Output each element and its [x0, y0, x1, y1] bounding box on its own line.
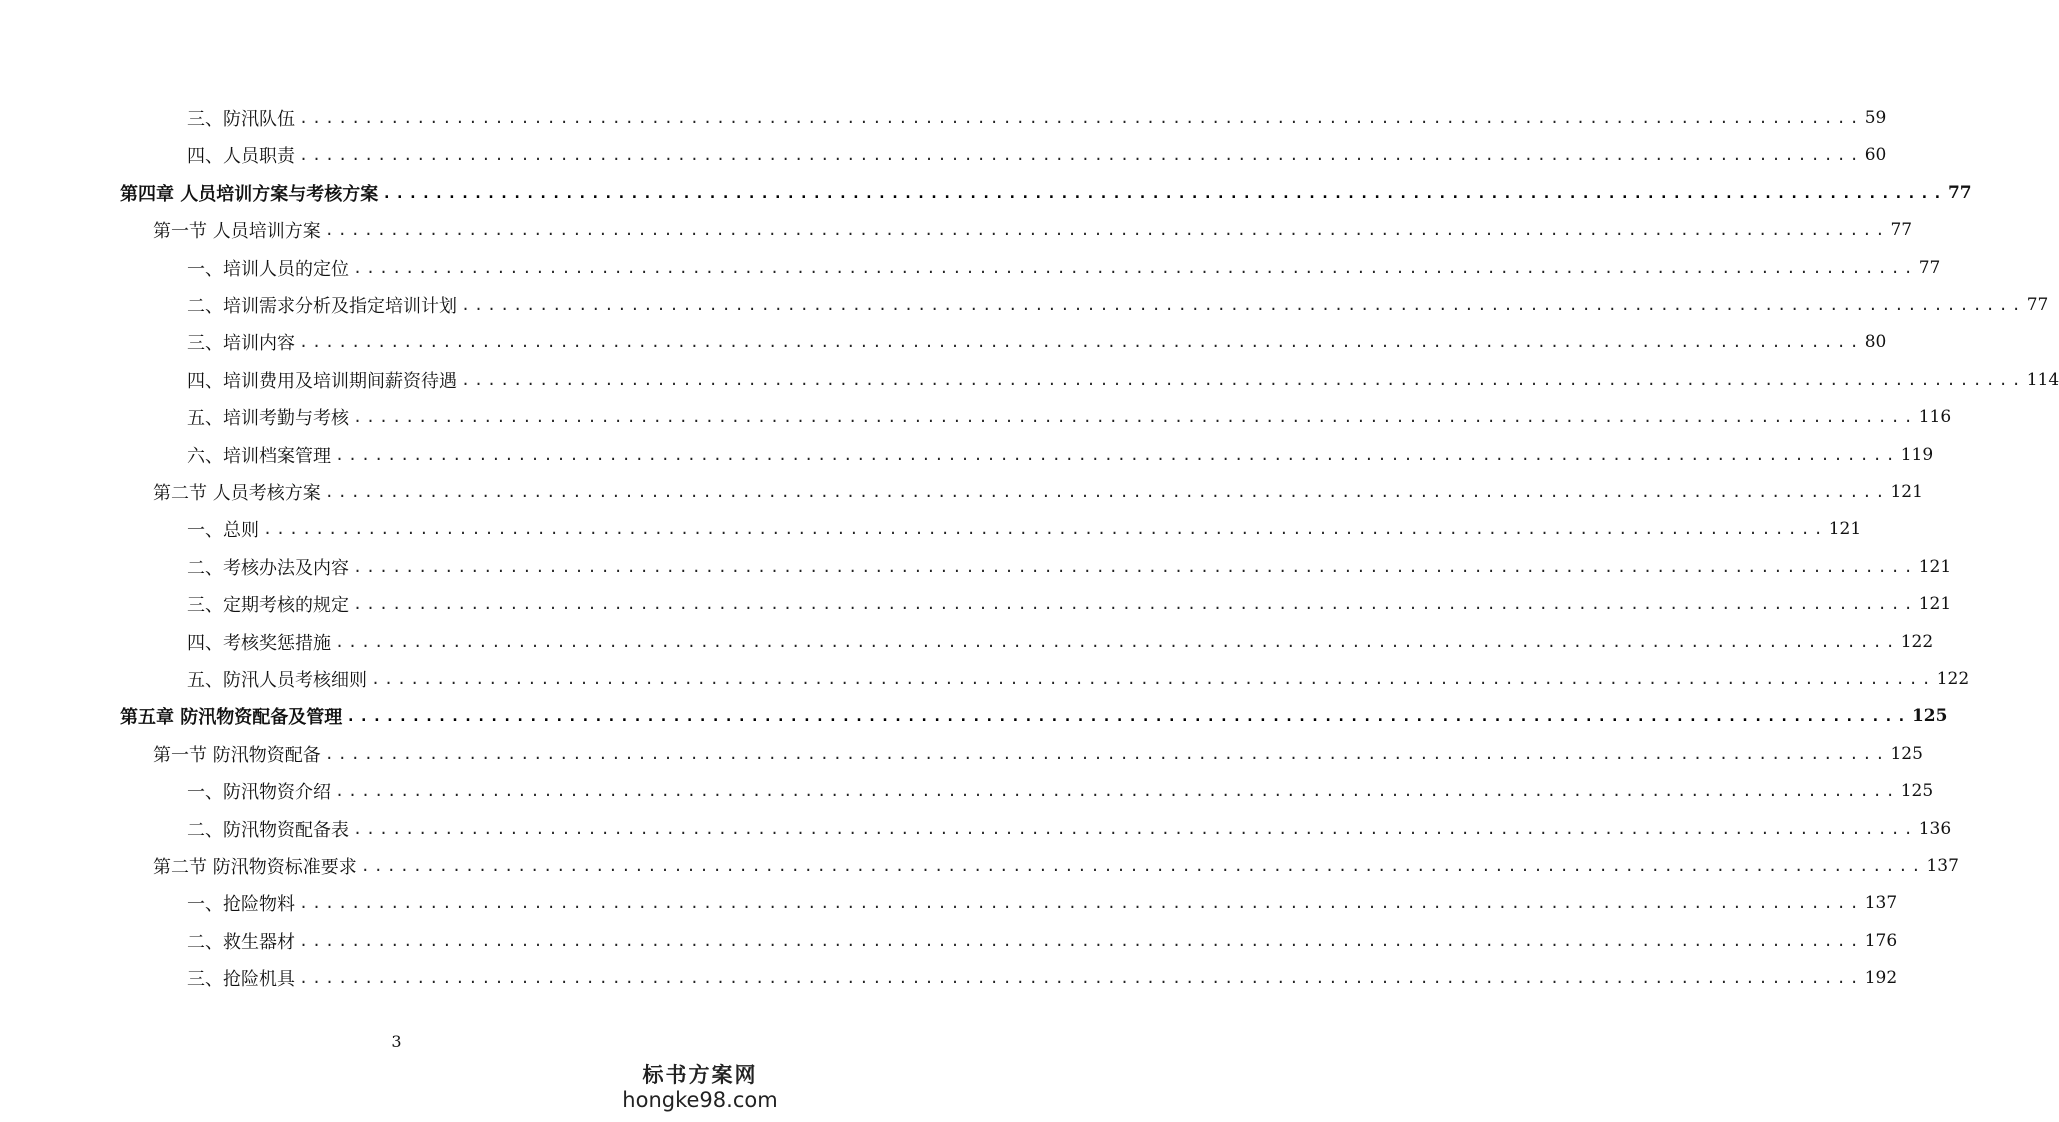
toc-entry-page: 77: [1890, 220, 1913, 241]
toc-entry-page: 121: [1828, 519, 1862, 540]
toc-entry-item: [0, 290, 2049, 320]
dot-leader: ........................................................................................................................: [299, 146, 1863, 165]
toc-entry-label: 一、防汛物资介绍: [187, 782, 331, 804]
toc-entry-label: 六、培训档案管理: [187, 445, 331, 467]
toc-entry-item: [0, 814, 1952, 844]
dot-leader: ........................................................................................................................: [353, 258, 1917, 277]
toc-entry-page: 192: [1864, 968, 1898, 989]
toc-entry-item: [0, 253, 1941, 283]
toc-entry-page: 125: [1890, 743, 1923, 764]
toc-entry-page: 77: [1947, 182, 1972, 203]
toc-entry-page: 60: [1864, 145, 1887, 166]
dot-leader: ........................................................................................................................: [335, 445, 1899, 464]
dot-leader: ........................................................................................................................: [324, 221, 1889, 240]
toc-entry-label: 三、定期考核的规定: [187, 595, 349, 617]
toc-entry-page: 80: [1864, 332, 1887, 353]
dot-leader: ........................................................................................................................: [299, 969, 1863, 988]
toc-entry-page: 121: [1918, 556, 1952, 577]
dot-leader: ........................................................................................................................: [461, 296, 2025, 314]
dot-leader: ........................................................................................................................: [353, 819, 1917, 838]
toc-entry-label: 四、人员职责: [187, 146, 295, 168]
toc-entry-label: 四、培训费用及培训期间薪资待遇: [187, 370, 457, 392]
dot-leader: ........................................................................................................................: [371, 670, 1935, 688]
toc-entry-page: 176: [1864, 930, 1898, 951]
toc-entry-label: 五、培训考勤与考核: [187, 408, 349, 430]
toc-entry-label: 四、考核奖惩措施: [187, 632, 331, 654]
toc-entry-page: 77: [1918, 257, 1941, 278]
dot-leader: ........................................................................................................................: [299, 894, 1863, 913]
toc-entry-item: [0, 552, 1952, 582]
toc-entry-label: 三、抢险机具: [187, 969, 295, 991]
toc-entry-chapter: [0, 178, 1972, 208]
toc-entry-item: [0, 776, 1934, 806]
toc-entry-page: 125: [1900, 781, 1934, 802]
dot-leader: ........................................................................................................................: [263, 520, 1827, 539]
toc-entry-label: 三、培训内容: [187, 333, 295, 355]
toc-entry-label: 第二节 人员考核方案: [153, 483, 321, 504]
toc-entry-item: [0, 440, 1934, 470]
toc-entry-item: [0, 627, 1934, 657]
watermark-name: 标书方案网: [642, 1062, 758, 1087]
toc-entry-page: 59: [1864, 108, 1887, 128]
toc-entry-section: [0, 477, 1923, 507]
dot-leader: ........................................................................................................................: [324, 744, 1889, 763]
toc-entry-page: 114: [2026, 369, 2059, 390]
toc-entry-label: 五、防汛人员考核细则: [187, 670, 367, 691]
toc-entry-label: 三、防汛队伍: [187, 109, 295, 130]
toc-entry-page: 121: [1918, 594, 1952, 615]
dot-leader: ........................................................................................................................: [335, 632, 1899, 651]
dot-leader: ........................................................................................................................: [360, 857, 1925, 875]
toc-entry-label: 一、总则: [187, 520, 259, 542]
dot-leader: ........................................................................................................................: [382, 183, 1946, 202]
toc-entry-label: 第一节 人员培训方案: [153, 221, 321, 243]
dot-leader: ........................................................................................................................: [299, 109, 1863, 127]
dot-leader: ........................................................................................................................: [324, 483, 1889, 501]
toc-entry-item: [0, 664, 1970, 694]
toc-entry-page: 119: [1900, 444, 1934, 465]
toc-entry-page: 122: [1936, 669, 1970, 689]
toc-entry-section: [0, 739, 1923, 769]
toc-entry-item: [0, 589, 1952, 619]
toc-entry-section: [0, 215, 1913, 245]
toc-entry-label: 第四章 人员培训方案与考核方案: [120, 183, 379, 205]
toc-entry-page: 137: [1926, 856, 1959, 876]
toc-entry-label: 第一节 防汛物资配备: [153, 744, 321, 766]
toc-entry-label: 二、救生器材: [187, 931, 295, 953]
toc-entry-label: 二、防汛物资配备表: [187, 819, 349, 841]
watermark-url: hongke98.com: [622, 1088, 778, 1112]
toc-entry-page: 77: [2026, 295, 2049, 315]
toc-entry-label: 一、培训人员的定位: [187, 258, 349, 280]
toc-entry-item: [0, 327, 1887, 357]
toc-entry-page: 121: [1890, 482, 1923, 502]
dot-leader: ........................................................................................................................: [353, 595, 1917, 614]
toc-entry-page: 122: [1900, 631, 1934, 652]
toc-entry-item: [0, 103, 1887, 133]
toc-entry-chapter: [0, 701, 1948, 731]
dot-leader: ........................................................................................................................: [353, 557, 1917, 576]
dot-leader: ........................................................................................................................: [346, 707, 1910, 726]
toc-entry-page: 136: [1918, 818, 1952, 839]
dot-leader: ........................................................................................................................: [353, 408, 1917, 427]
toc-entry-item: [0, 963, 1898, 993]
dot-leader: ........................................................................................................................: [461, 370, 2025, 389]
toc-entry-section: [0, 851, 1959, 881]
toc-entry-page: 116: [1918, 407, 1952, 428]
toc-entry-label: 二、培训需求分析及指定培训计划: [187, 296, 457, 317]
toc-entry-label: 一、抢险物料: [187, 894, 295, 916]
toc-entry-item: [0, 926, 1898, 956]
toc-entry-item: [0, 888, 1898, 918]
watermark-logo: [615, 1062, 785, 1112]
dot-leader: ........................................................................................................................: [299, 333, 1863, 352]
dot-leader: ........................................................................................................................: [335, 782, 1899, 801]
toc-entry-item: [0, 140, 1887, 170]
page-number: 3: [391, 1032, 402, 1051]
toc-entry-page: 125: [1911, 706, 1948, 727]
toc-entry-label: 二、考核办法及内容: [187, 557, 349, 579]
toc-entry-label: 第二节 防汛物资标准要求: [153, 857, 357, 878]
toc-entry-item: [0, 514, 1862, 544]
toc-entry-item: [0, 402, 1952, 432]
toc-entry-page: 137: [1864, 893, 1898, 914]
toc-entry-item: [0, 365, 2059, 395]
toc-entry-label: 第五章 防汛物资配备及管理: [120, 707, 343, 729]
dot-leader: ........................................................................................................................: [299, 931, 1863, 950]
